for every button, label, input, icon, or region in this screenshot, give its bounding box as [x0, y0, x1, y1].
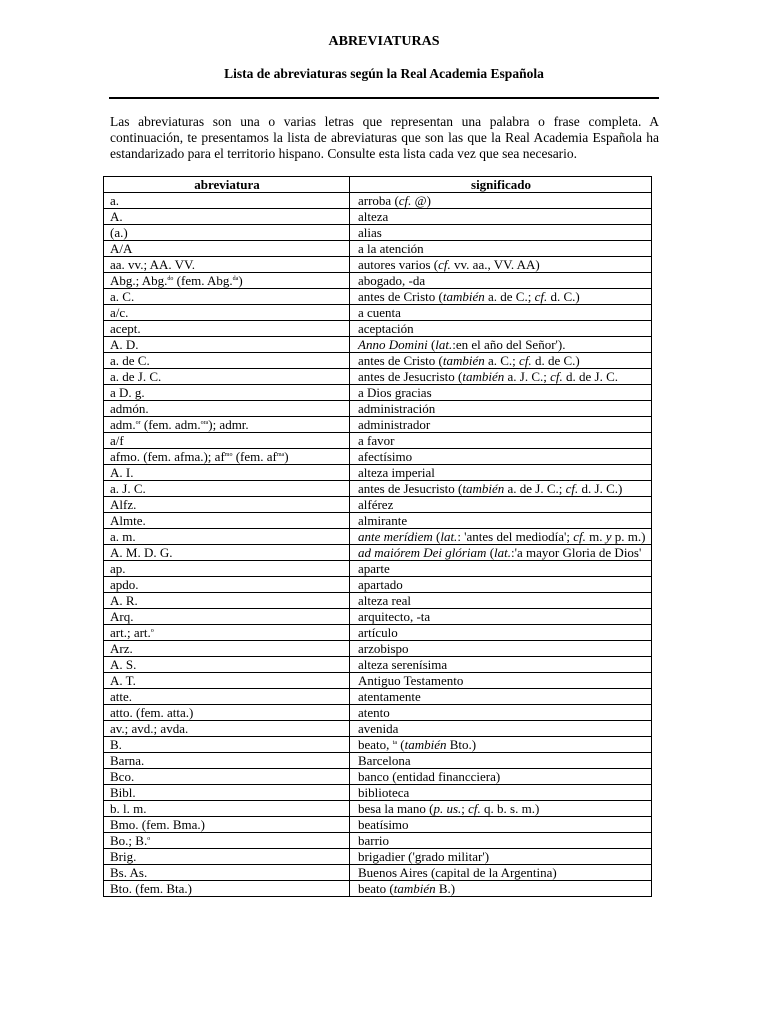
table-row — [104, 705, 652, 721]
cell-meaning: a favor — [350, 433, 652, 449]
cell-abbreviation: a. C. — [104, 289, 350, 305]
cell-abbreviation: b. l. m. — [104, 801, 350, 817]
cell-meaning: Barcelona — [350, 753, 652, 769]
table-row — [104, 865, 652, 881]
cell-meaning: alteza real — [350, 593, 652, 609]
table-row — [104, 785, 652, 801]
cell-meaning: barrio — [350, 833, 652, 849]
cell-meaning: arquitecto, -ta — [350, 609, 652, 625]
cell-meaning: beato, $^{ta}$ (también Bto.) — [350, 737, 652, 753]
cell-meaning: besa la mano (p. us.; cf. q. b. s. m.) — [350, 801, 652, 817]
cell-abbreviation: Bs. As. — [104, 865, 350, 881]
header-abbreviation: abreviatura — [104, 177, 350, 193]
cell-abbreviation: apdo. — [104, 577, 350, 593]
table-header-row — [104, 177, 652, 193]
table-row — [104, 305, 652, 321]
table-row — [104, 433, 652, 449]
cell-abbreviation: Abg.; Abg.$^{do}$ (fem. Abg.$^{da}$) — [104, 273, 350, 289]
cell-meaning: alteza — [350, 209, 652, 225]
cell-abbreviation: a/f — [104, 433, 350, 449]
cell-abbreviation: atte. — [104, 689, 350, 705]
horizontal-rule — [109, 97, 659, 99]
cell-abbreviation: afmo. (fem. afma.); $af^{mo}$ (fem. $af^{ma}$) — [104, 449, 350, 465]
cell-meaning: alias — [350, 225, 652, 241]
table-row — [104, 449, 652, 465]
table-row — [104, 481, 652, 497]
abbreviations-table — [103, 176, 652, 897]
cell-abbreviation: Alfz. — [104, 497, 350, 513]
cell-meaning: a cuenta — [350, 305, 652, 321]
cell-meaning: brigadier ('grado militar') — [350, 849, 652, 865]
table-row — [104, 369, 652, 385]
table-row — [104, 273, 652, 289]
cell-abbreviation: Barna. — [104, 753, 350, 769]
cell-meaning: aparte — [350, 561, 652, 577]
cell-meaning: almirante — [350, 513, 652, 529]
table-row — [104, 561, 652, 577]
cell-abbreviation: A. I. — [104, 465, 350, 481]
table-row — [104, 289, 652, 305]
header-meaning: significado — [350, 177, 652, 193]
cell-abbreviation: a. de J. C. — [104, 369, 350, 385]
cell-abbreviation: A. D. — [104, 337, 350, 353]
table-row — [104, 337, 652, 353]
cell-meaning: Buenos Aires (capital de la Argentina) — [350, 865, 652, 881]
cell-abbreviation: a. J. C. — [104, 481, 350, 497]
table-row — [104, 769, 652, 785]
cell-meaning: arroba (cf. @) — [350, 193, 652, 209]
table-row — [104, 353, 652, 369]
cell-abbreviation: A. M. D. G. — [104, 545, 350, 561]
cell-abbreviation: art.; art.$^o$ — [104, 625, 350, 641]
cell-meaning: a la atención — [350, 241, 652, 257]
cell-abbreviation: admón. — [104, 401, 350, 417]
document-title: ABREVIATURAS — [328, 34, 440, 49]
cell-meaning: alférez — [350, 497, 652, 513]
cell-meaning: beato (también B.) — [350, 881, 652, 897]
table-row — [104, 833, 652, 849]
table-row — [104, 545, 652, 561]
table-row — [104, 241, 652, 257]
cell-meaning: antes de Jesucristo (también a. de J. C.; cf. d. J. C.) — [350, 481, 652, 497]
cell-meaning: apartado — [350, 577, 652, 593]
cell-abbreviation: a. — [104, 193, 350, 209]
intro-paragraph: Las abreviaturas son una o varias letras que representan una palabra o frase completa. A continuación, te presentamos la lista de abreviaturas que son las que la Real Academia Española ha estandarizado para el territorio hispano. Consulte esta lista cada vez que sea necesario. — [110, 114, 659, 161]
table-row — [104, 225, 652, 241]
table-row — [104, 209, 652, 225]
cell-abbreviation: acept. — [104, 321, 350, 337]
cell-meaning: atento — [350, 705, 652, 721]
cell-abbreviation: Bco. — [104, 769, 350, 785]
cell-meaning: alteza serenísima — [350, 657, 652, 673]
table-row — [104, 737, 652, 753]
table-row — [104, 193, 652, 209]
cell-abbreviation: a/c. — [104, 305, 350, 321]
cell-meaning: a Dios gracias — [350, 385, 652, 401]
cell-abbreviation: atto. (fem. atta.) — [104, 705, 350, 721]
table-row — [104, 257, 652, 273]
table-row — [104, 689, 652, 705]
cell-abbreviation: A/A — [104, 241, 350, 257]
table-row — [104, 817, 652, 833]
table-row — [104, 529, 652, 545]
table-body — [104, 193, 652, 897]
cell-abbreviation: a. de C. — [104, 353, 350, 369]
table-row — [104, 849, 652, 865]
cell-abbreviation: A. S. — [104, 657, 350, 673]
table-row — [104, 513, 652, 529]
cell-abbreviation: av.; avd.; avda. — [104, 721, 350, 737]
cell-meaning: antes de Cristo (también a. de C.; cf. d. C.) — [350, 289, 652, 305]
cell-meaning: avenida — [350, 721, 652, 737]
cell-abbreviation: Bo.; B.$^o$ — [104, 833, 350, 849]
table-row — [104, 385, 652, 401]
cell-abbreviation: Bto. (fem. Bta.) — [104, 881, 350, 897]
cell-abbreviation: A. — [104, 209, 350, 225]
cell-abbreviation: A. R. — [104, 593, 350, 609]
cell-abbreviation: a D. g. — [104, 385, 350, 401]
cell-meaning: alteza imperial — [350, 465, 652, 481]
table-row — [104, 417, 652, 433]
cell-meaning: aceptación — [350, 321, 652, 337]
table-row — [104, 881, 652, 897]
cell-abbreviation: A. T. — [104, 673, 350, 689]
table-row — [104, 721, 652, 737]
cell-abbreviation: Brig. — [104, 849, 350, 865]
table-row — [104, 673, 652, 689]
table-row — [104, 657, 652, 673]
cell-abbreviation: ap. — [104, 561, 350, 577]
table-row — [104, 577, 652, 593]
cell-meaning: atentamente — [350, 689, 652, 705]
table-row — [104, 465, 652, 481]
cell-meaning: Anno Domini (lat.:en el año del Señor'). — [350, 337, 652, 353]
cell-meaning: administración — [350, 401, 652, 417]
cell-meaning: afectísimo — [350, 449, 652, 465]
cell-abbreviation: Arq. — [104, 609, 350, 625]
table-row — [104, 401, 652, 417]
cell-meaning: antes de Cristo (también a. C.; cf. d. de C.) — [350, 353, 652, 369]
table-row — [104, 593, 652, 609]
cell-abbreviation: aa. vv.; AA. VV. — [104, 257, 350, 273]
cell-abbreviation: a. m. — [104, 529, 350, 545]
table-row — [104, 753, 652, 769]
cell-abbreviation: Bibl. — [104, 785, 350, 801]
cell-abbreviation: Bmo. (fem. Bma.) — [104, 817, 350, 833]
table-row — [104, 641, 652, 657]
cell-abbreviation: adm.$^{or}$ (fem. adm.$^{ora}$); admr. — [104, 417, 350, 433]
cell-meaning: beatísimo — [350, 817, 652, 833]
cell-meaning: artículo — [350, 625, 652, 641]
cell-meaning: biblioteca — [350, 785, 652, 801]
cell-meaning: autores varios (cf. vv. aa., VV. AA) — [350, 257, 652, 273]
table-row — [104, 625, 652, 641]
cell-meaning: abogado, -da — [350, 273, 652, 289]
table-row — [104, 609, 652, 625]
cell-meaning: Antiguo Testamento — [350, 673, 652, 689]
cell-abbreviation: B. — [104, 737, 350, 753]
cell-meaning: ante merídiem (lat.: 'antes del mediodía'; cf. m. y p. m.) — [350, 529, 652, 545]
cell-abbreviation: Arz. — [104, 641, 350, 657]
cell-meaning: antes de Jesucristo (también a. J. C.; cf. d. de J. C. — [350, 369, 652, 385]
cell-meaning: banco (entidad financciera) — [350, 769, 652, 785]
document-subtitle: Lista de abreviaturas según la Real Academia Española — [224, 66, 544, 81]
table-row — [104, 497, 652, 513]
table-row — [104, 321, 652, 337]
cell-meaning: arzobispo — [350, 641, 652, 657]
cell-meaning: administrador — [350, 417, 652, 433]
cell-abbreviation: (a.) — [104, 225, 350, 241]
table-row — [104, 801, 652, 817]
cell-abbreviation: Almte. — [104, 513, 350, 529]
cell-meaning: ad maiórem Dei glóriam (lat.:'a mayor Gloria de Dios' — [350, 545, 652, 561]
